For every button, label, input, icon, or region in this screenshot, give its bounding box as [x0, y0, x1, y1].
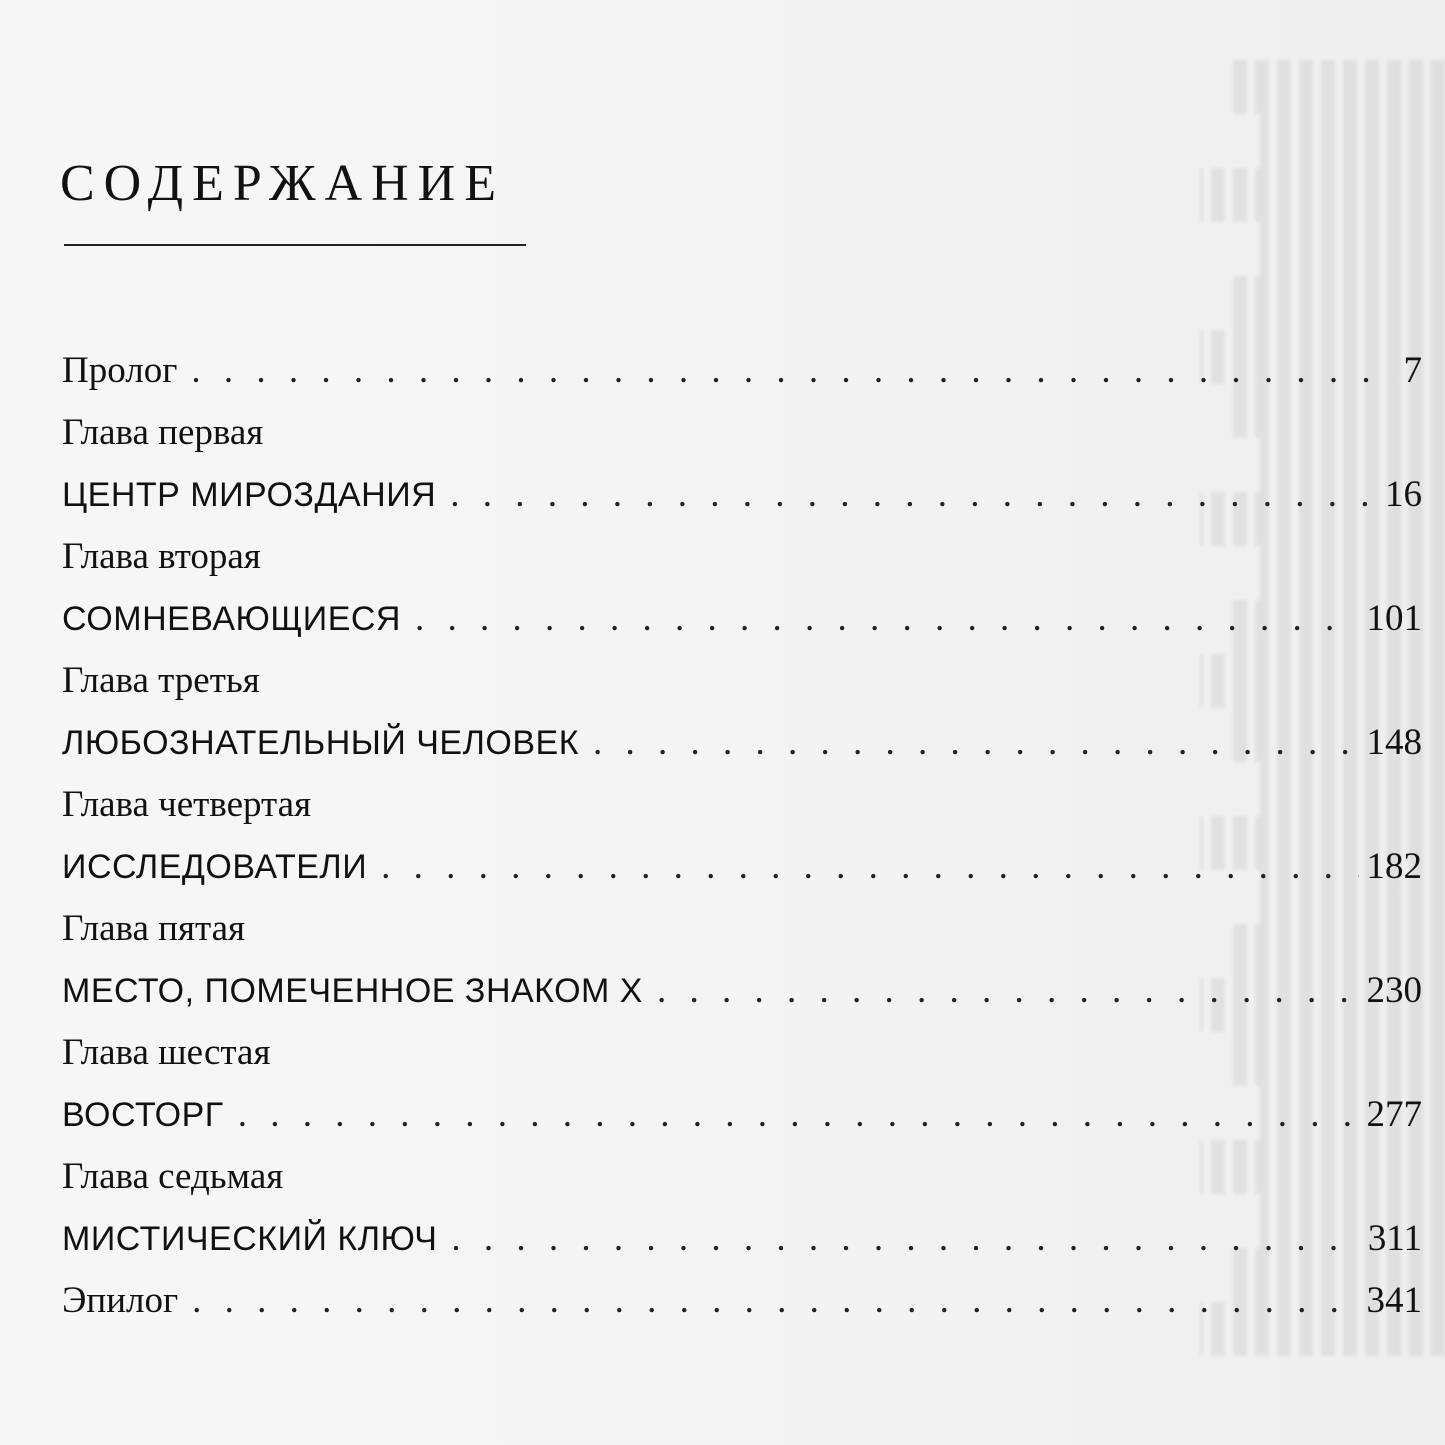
- dot-leader: [657, 972, 1359, 1009]
- chapter-label: Глава четвертая: [62, 784, 312, 825]
- toc-row: [62, 476, 1422, 538]
- chapter-label: Глава пятая: [62, 908, 246, 949]
- dot-leader: [593, 724, 1358, 761]
- chapter-label: Глава первая: [62, 412, 264, 453]
- toc-entry-title: Эпилог: [62, 1280, 179, 1321]
- toc-entry-chapter-4[interactable]: [62, 786, 1422, 910]
- toc-page-number: 311: [1367, 1218, 1422, 1259]
- dot-leader: [415, 600, 1359, 637]
- toc-entry-title: ВОСТОРГ: [62, 1096, 224, 1134]
- toc-page-number: 16: [1385, 474, 1422, 515]
- toc-entry-title: СОМНЕВАЮЩИЕСЯ: [62, 600, 401, 638]
- toc-row: [62, 724, 1422, 786]
- toc-row: [62, 848, 1422, 910]
- toc-entry-title: ЛЮБОЗНАТЕЛЬНЫЙ ЧЕЛОВЕК: [62, 724, 580, 762]
- toc-entry-title: МИСТИЧЕСКИЙ КЛЮЧ: [62, 1220, 438, 1258]
- toc-entry-title: ЦЕНТР МИРОЗДАНИЯ: [62, 476, 437, 514]
- toc-entry-epilogue[interactable]: [62, 1282, 1422, 1344]
- toc-entry-chapter-6[interactable]: [62, 1034, 1422, 1158]
- toc-page-number: 182: [1366, 846, 1422, 887]
- chapter-label: Глава седьмая: [62, 1156, 284, 1197]
- dot-leader: [381, 848, 1358, 885]
- chapter-label: Глава вторая: [62, 536, 261, 577]
- title-underline: [64, 244, 526, 246]
- toc-row: [62, 352, 1422, 414]
- table-of-contents: [62, 352, 1422, 1344]
- dot-leader: [192, 1282, 1358, 1319]
- toc-row: [62, 972, 1422, 1034]
- chapter-label: Глава шестая: [62, 1032, 271, 1073]
- toc-row: [62, 600, 1422, 662]
- chapter-label: Глава третья: [62, 660, 260, 701]
- toc-entry-title: Пролог: [62, 350, 178, 391]
- toc-page-number: 7: [1403, 350, 1422, 391]
- toc-page-number: 101: [1366, 598, 1422, 639]
- toc-entry-title: ИССЛЕДОВАТЕЛИ: [62, 848, 368, 886]
- dot-leader: [450, 476, 1377, 513]
- dot-leader: [451, 1220, 1359, 1257]
- toc-entry-title: МЕСТО, ПОМЕЧЕННОЕ ЗНАКОМ X: [62, 972, 643, 1010]
- toc-entry-prologue[interactable]: [62, 352, 1422, 414]
- dot-leader: [238, 1096, 1359, 1133]
- toc-entry-chapter-1[interactable]: [62, 414, 1422, 538]
- toc-entry-chapter-5[interactable]: [62, 910, 1422, 1034]
- toc-entry-chapter-2[interactable]: [62, 538, 1422, 662]
- dot-leader: [191, 352, 1394, 389]
- toc-page-number: 341: [1366, 1280, 1422, 1321]
- toc-page-number: 148: [1366, 722, 1422, 763]
- toc-page-number: 230: [1366, 970, 1422, 1011]
- toc-page-number: 277: [1366, 1094, 1422, 1135]
- page-title: СОДЕРЖАНИЕ: [60, 155, 505, 212]
- toc-row: [62, 1220, 1422, 1282]
- toc-row: [62, 1096, 1422, 1158]
- toc-entry-chapter-3[interactable]: [62, 662, 1422, 786]
- toc-row: [62, 1282, 1422, 1344]
- toc-entry-chapter-7[interactable]: [62, 1158, 1422, 1282]
